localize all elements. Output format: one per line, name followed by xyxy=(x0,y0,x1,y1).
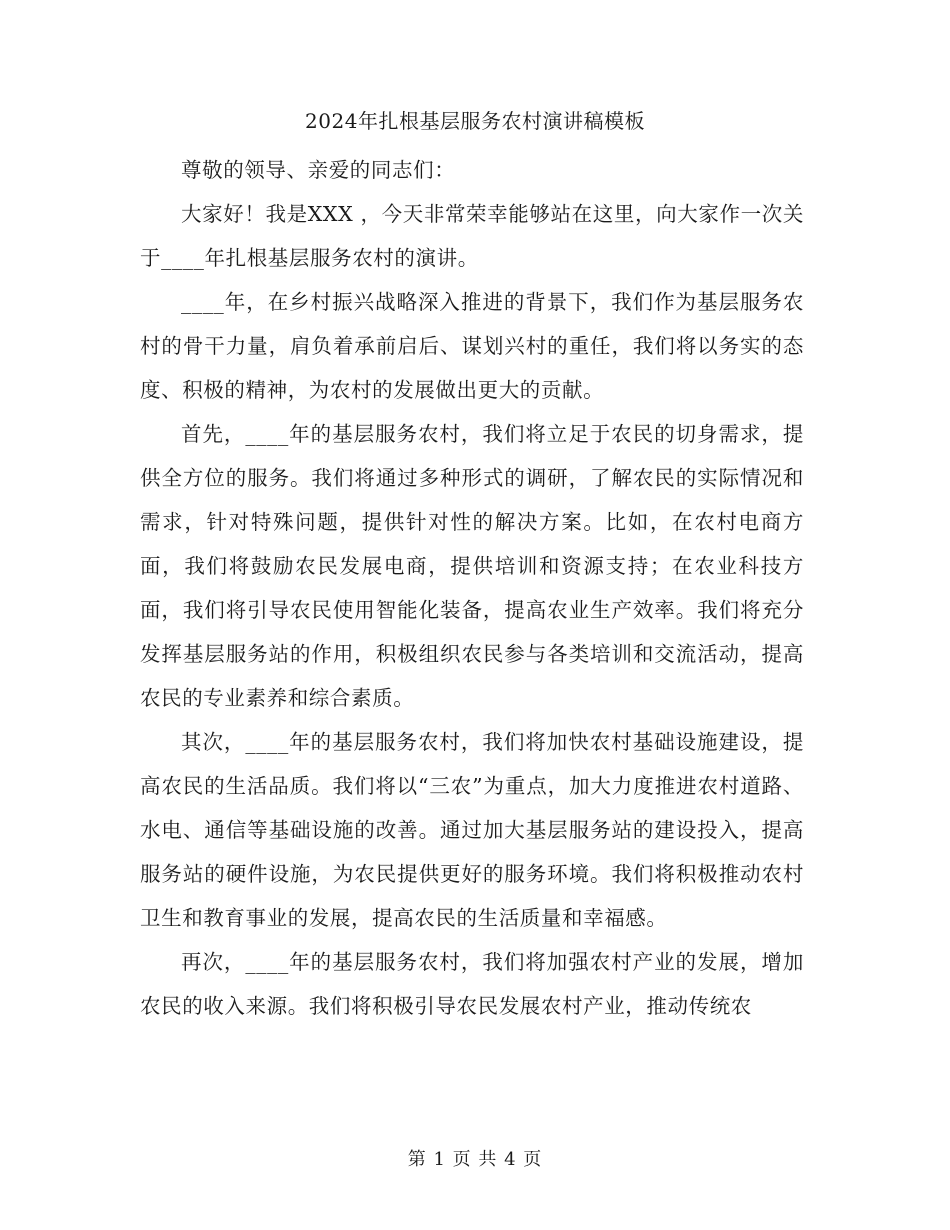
paragraph-third-point: 再次，____年的基层服务农村，我们将加强农村产业的发展，增加农民的收入来源。我们将积极引导农民发展农村产业，推动传统农 xyxy=(140,950,804,1018)
page-title: 2024年扎根基层服务农村演讲稿模板 xyxy=(305,109,645,133)
page-footer: 第 1 页 共 4 页 xyxy=(407,1149,543,1170)
document-body xyxy=(140,148,804,1028)
paragraph-first-point: 首先，____年的基层服务农村，我们将立足于农民的切身需求，提供全方位的服务。我们将通过多种形式的调研，了解农民的实际情况和需求，针对特殊问题，提供针对性的解决方案。比如，在农村电商方面，我们将鼓励农民发展电商，提供培训和资源支持；在农业科技方面，我们将引导农民使用智能化装备，提高农业生产效率。我们将充分发挥基层服务站的作用，积极组织农民参与各类培训和交流活动，提高农民的专业素养和综合素质。 xyxy=(140,422,804,710)
paragraph-salutation: 尊敬的领导、亲爱的同志们： xyxy=(181,158,456,182)
paragraph-greeting: 大家好！我是XXX ，今天非常荣幸能够站在这里，向大家作一次关于____年扎根基层服务农村的演讲。 xyxy=(140,202,804,270)
paragraph-second-point: 其次，____年的基层服务农村，我们将加快农村基础设施建设，提高农民的生活品质。我们将以“三农”为重点，加大力度推进农村道路、水电、通信等基础设施的改善。通过加大基层服务站的建设投入，提高服务站的硬件设施，为农民提供更好的服务环境。我们将积极推动农村卫生和教育事业的发展，提高农民的生活质量和幸福感。 xyxy=(140,730,804,930)
paragraph-background: ____年，在乡村振兴战略深入推进的背景下，我们作为基层服务农村的骨干力量，肩负着承前启后、谋划兴村的重任，我们将以务实的态度、积极的精神，为农村的发展做出更大的贡献。 xyxy=(140,290,804,402)
